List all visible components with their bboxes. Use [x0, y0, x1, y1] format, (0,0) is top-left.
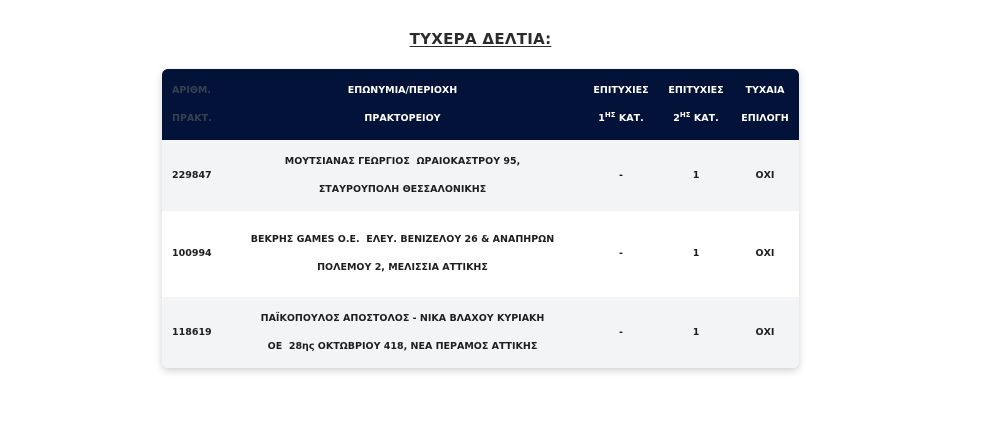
- agent-number-cell: 229847: [172, 169, 212, 181]
- random-pick-cell: ΟΧΙ: [755, 248, 775, 259]
- second-category-cell: 1: [692, 169, 700, 181]
- header-second-category-line2: [661, 105, 731, 133]
- header-first-category: [581, 69, 661, 140]
- page-title: ΤΥΧΕΡΑ ΔΕΛΤΙΑ:: [409, 30, 552, 48]
- header-random-pick-line1: ΤΥΧΑΙΑ: [745, 84, 785, 96]
- agent-name-line2: ΣΤΑΥΡΟΥΠΟΛΗ ΘΕΣΣΑΛΟΝΙΚΗΣ: [318, 183, 487, 195]
- random-pick-cell: ΟΧΙ: [755, 326, 775, 338]
- header-random-pick: [731, 69, 799, 140]
- header-row: [162, 69, 799, 140]
- table-body: [162, 140, 799, 368]
- header-second-category-line1: ΕΠΙΤΥΧΙΕΣ: [668, 84, 724, 96]
- header-agent-number: [162, 69, 224, 140]
- table-header: [162, 69, 799, 140]
- header-agent-name: [224, 69, 581, 140]
- first-category-cell: -: [619, 169, 623, 181]
- header-first-category-num: 1: [598, 112, 605, 124]
- winning-tickets-table: [162, 69, 799, 368]
- agent-name-cell: [224, 297, 581, 368]
- table-row: [162, 140, 799, 211]
- header-first-category-line1: ΕΠΙΤΥΧΙΕΣ: [593, 84, 649, 96]
- agent-name-line1: ΜΟΥΤΣΙΑΝΑΣ ΓΕΩΡΓΙΟΣ ΩΡΑΙΟΚΑΣΤΡΟΥ 95,: [284, 155, 521, 167]
- agent-name-line1: ΒΕΚΡΗΣ GAMES Ο.Ε. ΕΛΕΥ. ΒΕΝΙΖΕΛΟΥ 26 & ΑΝΑΠΗΡΩΝ: [250, 234, 555, 245]
- agent-name-line2: ΠΟΛΕΜΟΥ 2, ΜΕΛΙΣΣΙΑ ΑΤΤΙΚΗΣ: [317, 262, 488, 273]
- header-agent-number-line2: ΠΡΑΚΤ.: [172, 112, 212, 124]
- header-second-category: [661, 69, 731, 140]
- agent-name-line1: ΠΑΪΚΟΠΟΥΛΟΣ ΑΠΟΣΤΟΛΟΣ - ΝΙΚΑ ΒΛΑΧΟΥ ΚΥΡΙΑΚΗ: [260, 312, 545, 324]
- header-first-category-line2: [581, 105, 661, 133]
- agent-name-cell: [224, 140, 581, 211]
- header-second-category-rest: ΚΑΤ.: [690, 112, 719, 124]
- header-first-category-rest: ΚΑΤ.: [615, 112, 644, 124]
- table-row: [162, 211, 799, 297]
- header-agent-name-line2: ΠΡΑΚΤΟΡΕΙΟΥ: [364, 112, 441, 124]
- second-category-cell: 1: [692, 248, 700, 259]
- header-second-category-sup: ΗΣ: [679, 110, 691, 119]
- header-random-pick-line2: ΕΠΙΛΟΓΗ: [741, 112, 789, 124]
- first-category-cell: -: [619, 248, 623, 259]
- second-category-cell: 1: [692, 326, 700, 338]
- agent-number-cell: 118619: [172, 326, 212, 338]
- agent-name-line2: ΟΕ 28ης ΟΚΤΩΒΡΙΟΥ 418, ΝΕΑ ΠΕΡΑΜΟΣ ΑΤΤΙΚΗΣ: [267, 340, 538, 352]
- header-first-category-sup: ΗΣ: [604, 110, 616, 119]
- agent-name-cell: [224, 211, 581, 297]
- header-agent-name-line1: ΕΠΩΝΥΜΙΑ/ΠΕΡΙΟΧΗ: [347, 84, 458, 96]
- results-table: [162, 69, 799, 368]
- agent-number-cell: 100994: [172, 248, 212, 259]
- first-category-cell: -: [619, 326, 623, 338]
- header-second-category-num: 2: [673, 112, 680, 124]
- header-agent-number-line1: ΑΡΙΘΜ.: [172, 84, 211, 96]
- table-row: [162, 297, 799, 368]
- random-pick-cell: ΟΧΙ: [755, 169, 775, 181]
